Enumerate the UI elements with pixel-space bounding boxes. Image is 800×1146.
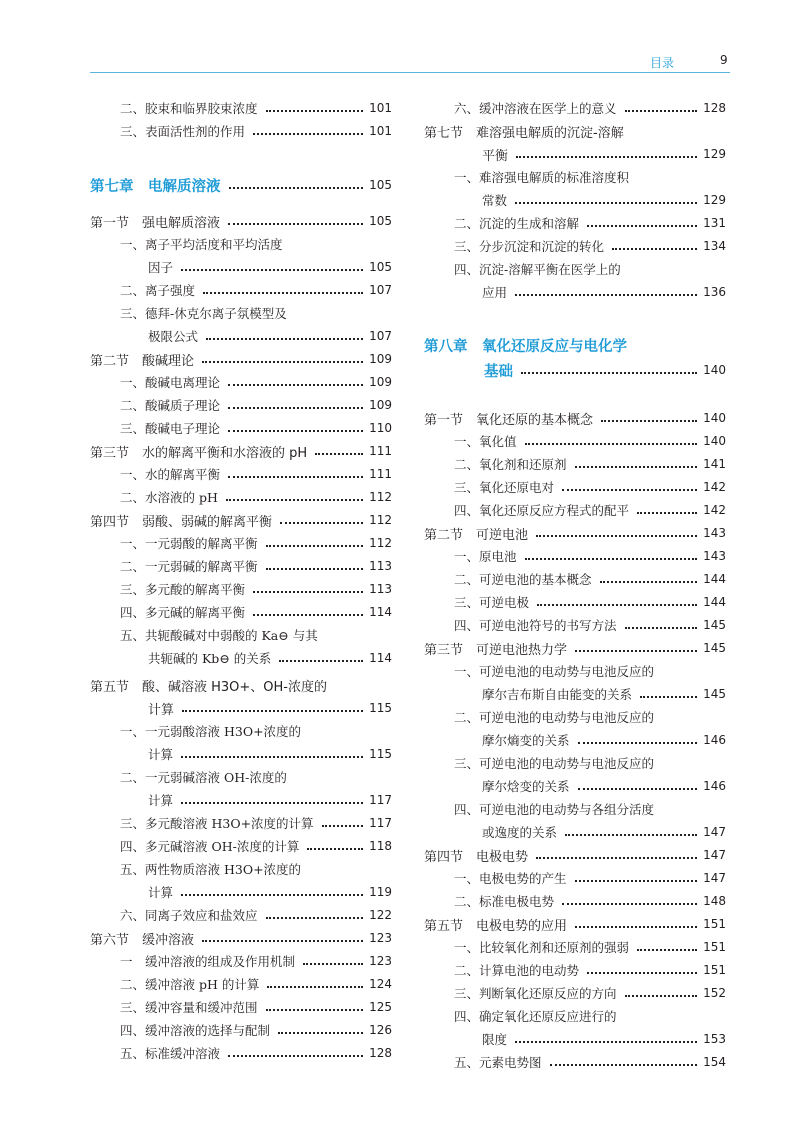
toc-entry-label: 一、电极电势的产生 xyxy=(454,871,567,886)
toc-entry-label: 四、沉淀-溶解平衡在医学上的 xyxy=(454,262,621,277)
toc-section-label: 第二节 可逆电池 xyxy=(424,527,529,543)
toc-entry-page: 122 xyxy=(369,908,392,922)
toc-entry-label: 三、德拜-休克尔离子氛模型及 xyxy=(120,306,287,321)
toc-entry-label: 六、缓冲溶液在医学上的意义 xyxy=(454,101,617,116)
toc-entry-page: 125 xyxy=(369,1000,392,1014)
toc-section-label: 第五节 电极电势的应用 xyxy=(424,918,568,934)
toc-entry[interactable] xyxy=(90,743,392,765)
leader-dots xyxy=(278,1032,363,1034)
leader-dots xyxy=(515,294,697,296)
toc-entry-label: 二、可逆电池的电动势与电池反应的 xyxy=(454,710,655,725)
toc-section-label: 第一节 氧化还原的基本概念 xyxy=(424,412,594,428)
toc-entry-page: 105 xyxy=(369,260,392,274)
toc-entry[interactable] xyxy=(424,867,726,889)
leader-dots xyxy=(562,903,697,905)
leader-dots xyxy=(515,202,697,204)
toc-entry-label: 三、表面活性剂的作用 xyxy=(120,124,246,139)
toc-section-entry[interactable] xyxy=(424,913,726,935)
toc-section-label: 第三节 可逆电池热力学 xyxy=(424,642,568,658)
page-number: 9 xyxy=(720,53,728,67)
toc-chapter-entry[interactable] xyxy=(90,172,392,198)
toc-entry-page: 142 xyxy=(703,480,726,494)
toc-entry-page: 105 xyxy=(369,178,392,192)
toc-entry[interactable] xyxy=(424,189,726,211)
leader-dots xyxy=(228,476,363,478)
leader-dots xyxy=(575,880,698,882)
toc-entry-page: 123 xyxy=(369,954,392,968)
leader-dots xyxy=(280,522,363,524)
toc-entry-label: 二、胶束和临界胶束浓度 xyxy=(120,101,258,116)
leader-dots xyxy=(181,894,363,896)
toc-section-entry[interactable] xyxy=(90,509,392,531)
toc-entry-label-cont: 常数 xyxy=(482,193,508,208)
toc-entry-page: 145 xyxy=(703,641,726,655)
leader-dots xyxy=(525,443,698,445)
leader-dots xyxy=(516,156,697,158)
toc-entry-label: 二、一元弱碱溶液 OH-浓度的 xyxy=(120,770,287,785)
toc-entry-label-cont: 计算 xyxy=(148,793,174,808)
toc-entry-page: 123 xyxy=(369,931,392,945)
toc-entry-label-cont: 计算 xyxy=(148,747,174,762)
toc-entry-label: 四、多元碱的解离平衡 xyxy=(120,605,246,620)
toc-entry-page: 109 xyxy=(369,398,392,412)
toc-entry[interactable] xyxy=(90,789,392,811)
toc-entry-page: 129 xyxy=(703,193,726,207)
toc-entry-page: 136 xyxy=(703,285,726,299)
leader-dots xyxy=(181,756,363,758)
toc-section-entry[interactable] xyxy=(424,844,726,866)
toc-entry-page: 147 xyxy=(703,871,726,885)
leader-dots xyxy=(575,926,697,928)
toc-entry[interactable] xyxy=(424,281,726,303)
toc-entry[interactable] xyxy=(90,835,392,857)
toc-entry-label: 二、一元弱碱的解离平衡 xyxy=(120,559,258,574)
toc-entry-label-cont: 摩尔熵变的关系 xyxy=(482,733,570,748)
toc-entry-label-cont: 共轭碱的 Kb⊖ 的关系 xyxy=(148,651,272,666)
leader-dots xyxy=(253,133,363,135)
toc-entry-label: 五、元素电势图 xyxy=(454,1055,542,1070)
toc-chapter-label-cont: 基础 xyxy=(484,363,513,380)
toc-entry-page: 129 xyxy=(703,147,726,161)
toc-entry-page: 117 xyxy=(369,816,392,830)
toc-entry-first-line[interactable] xyxy=(424,706,726,728)
toc-entry-label: 二、酸碱质子理论 xyxy=(120,398,221,413)
toc-entry[interactable] xyxy=(424,453,726,475)
leader-dots xyxy=(536,535,697,537)
toc-entry-page: 118 xyxy=(369,839,392,853)
leader-dots xyxy=(322,825,364,827)
toc-entry[interactable] xyxy=(424,729,726,751)
toc-entry-label-cont: 摩尔吉布斯自由能变的关系 xyxy=(482,687,633,702)
toc-entry[interactable] xyxy=(90,417,392,439)
toc-entry-label: 三、氧化还原电对 xyxy=(454,480,555,495)
toc-section-label: 第六节 缓冲溶液 xyxy=(90,932,195,948)
leader-dots xyxy=(525,558,698,560)
toc-section-entry[interactable] xyxy=(90,348,392,370)
toc-entry-label: 二、水溶液的 pH xyxy=(120,490,218,505)
toc-section-label: 第五节 酸、碱溶液 H3O+、OH-浓度的 xyxy=(90,679,328,695)
leader-dots xyxy=(267,986,363,988)
toc-entry[interactable] xyxy=(90,881,392,903)
leader-dots xyxy=(266,1009,364,1011)
toc-section-label: 第二节 酸碱理论 xyxy=(90,353,195,369)
toc-chapter-label: 第八章 氧化还原反应与电化学 xyxy=(424,338,627,355)
toc-entry-label: 三、判断氧化还原反应的方向 xyxy=(454,986,617,1001)
toc-entry-label: 三、缓冲容量和缓冲范围 xyxy=(120,1000,258,1015)
toc-entry-label: 三、分步沉淀和沉淀的转化 xyxy=(454,239,605,254)
leader-dots xyxy=(228,1055,363,1057)
toc-entry-first-line[interactable] xyxy=(424,660,726,682)
toc-entry[interactable] xyxy=(90,279,392,301)
toc-entry-first-line[interactable] xyxy=(424,798,726,820)
toc-entry-page: 151 xyxy=(703,940,726,954)
leader-dots xyxy=(536,857,697,859)
leader-dots xyxy=(228,384,363,386)
leader-dots xyxy=(575,650,697,652)
toc-entry-label: 一、一元弱酸的解离平衡 xyxy=(120,536,258,551)
leader-dots xyxy=(315,453,363,455)
toc-entry[interactable] xyxy=(424,821,726,843)
toc-entry-first-line[interactable] xyxy=(90,302,392,324)
toc-entry-page: 151 xyxy=(703,917,726,931)
toc-entry-label-cont: 因子 xyxy=(148,260,174,275)
toc-entry[interactable] xyxy=(90,97,392,119)
leader-dots xyxy=(587,972,697,974)
toc-entry[interactable] xyxy=(90,950,392,972)
toc-entry-page: 145 xyxy=(703,687,726,701)
toc-entry[interactable] xyxy=(424,959,726,981)
leader-dots xyxy=(202,361,363,363)
toc-entry[interactable] xyxy=(90,325,392,347)
toc-chapter-first-line[interactable] xyxy=(424,332,726,358)
toc-entry-page: 101 xyxy=(369,101,392,115)
toc-entry[interactable] xyxy=(424,982,726,1004)
toc-entry-page: 146 xyxy=(703,779,726,793)
toc-section-label: 第一节 强电解质溶液 xyxy=(90,215,221,231)
toc-entry-page: 131 xyxy=(703,216,726,230)
toc-chapter-entry[interactable] xyxy=(424,357,726,383)
toc-entry-label: 一、比较氧化剂和还原剂的强弱 xyxy=(454,940,630,955)
toc-entry-page: 144 xyxy=(703,595,726,609)
toc-entry-page: 112 xyxy=(369,490,392,504)
leader-dots xyxy=(565,834,697,836)
toc-entry-page: 144 xyxy=(703,572,726,586)
toc-entry[interactable] xyxy=(424,775,726,797)
toc-entry[interactable] xyxy=(90,812,392,834)
toc-entry[interactable] xyxy=(90,256,392,278)
leader-dots xyxy=(203,292,363,294)
toc-entry-page: 146 xyxy=(703,733,726,747)
toc-entry[interactable] xyxy=(424,591,726,613)
leader-dots xyxy=(253,591,363,593)
leader-dots xyxy=(228,407,363,409)
toc-entry-label: 四、可逆电池的电动势与各组分活度 xyxy=(454,802,655,817)
toc-entry-page: 112 xyxy=(369,513,392,527)
toc-section-entry[interactable] xyxy=(424,407,726,429)
leader-dots xyxy=(515,1041,697,1043)
toc-entry-page: 151 xyxy=(703,963,726,977)
toc-entry-page: 115 xyxy=(369,747,392,761)
toc-entry-label: 一、可逆电池的电动势与电池反应的 xyxy=(454,664,655,679)
toc-entry-first-line[interactable] xyxy=(90,720,392,742)
leader-dots xyxy=(226,499,363,501)
toc-entry-page: 114 xyxy=(369,605,392,619)
toc-entry-page: 141 xyxy=(703,457,726,471)
toc-entry-first-line[interactable] xyxy=(424,752,726,774)
toc-section-entry[interactable] xyxy=(90,210,392,232)
toc-entry-first-line[interactable] xyxy=(90,233,392,255)
toc-entry[interactable] xyxy=(90,601,392,623)
toc-entry-page: 128 xyxy=(369,1046,392,1060)
toc-entry[interactable] xyxy=(424,1051,726,1073)
toc-entry[interactable] xyxy=(424,235,726,257)
leader-dots xyxy=(253,614,363,616)
toc-entry-page: 115 xyxy=(369,701,392,715)
toc-section-entry[interactable] xyxy=(424,637,726,659)
toc-entry-page: 107 xyxy=(369,283,392,297)
toc-entry[interactable] xyxy=(90,394,392,416)
toc-entry-page: 105 xyxy=(369,214,392,228)
toc-section-entry[interactable] xyxy=(424,522,726,544)
leader-dots xyxy=(637,512,697,514)
toc-entry-label: 二、标准电极电势 xyxy=(454,894,555,909)
toc-entry-page: 114 xyxy=(369,651,392,665)
toc-entry-label: 二、离子强度 xyxy=(120,283,196,298)
toc-entry-page: 143 xyxy=(703,526,726,540)
toc-entry-label: 四、可逆电池符号的书写方法 xyxy=(454,618,617,633)
header-rule xyxy=(90,72,730,73)
toc-section-first-line[interactable] xyxy=(424,120,726,142)
toc-section-label: 第四节 电极电势 xyxy=(424,849,529,865)
toc-entry[interactable] xyxy=(424,476,726,498)
toc-entry-page: 101 xyxy=(369,124,392,138)
toc-entry-label-cont: 或逸度的关系 xyxy=(482,825,558,840)
toc-entry-page: 148 xyxy=(703,894,726,908)
toc-entry-page: 147 xyxy=(703,825,726,839)
toc-section-first-line[interactable] xyxy=(90,674,392,696)
leader-dots xyxy=(307,848,363,850)
toc-entry[interactable] xyxy=(424,97,726,119)
toc-entry-label: 二、沉淀的生成和溶解 xyxy=(454,216,580,231)
toc-entry-label: 一、难溶强电解质的标准溶度积 xyxy=(454,170,630,185)
toc-entry-page: 109 xyxy=(369,352,392,366)
toc-entry-first-line[interactable] xyxy=(424,1005,726,1027)
toc-entry[interactable] xyxy=(90,647,392,669)
leader-dots xyxy=(266,568,364,570)
toc-entry-label: 五、共轭酸碱对中弱酸的 Ka⊖ 与其 xyxy=(120,628,318,643)
toc-entry-label: 二、计算电池的电动势 xyxy=(454,963,580,978)
leader-dots xyxy=(537,604,697,606)
toc-entry[interactable] xyxy=(424,568,726,590)
toc-chapter-label: 第七章 电解质溶液 xyxy=(90,178,221,195)
toc-entry-label: 二、缓冲溶液 pH 的计算 xyxy=(120,977,260,992)
toc-entry-page: 140 xyxy=(703,411,726,425)
toc-entry-page: 128 xyxy=(703,101,726,115)
toc-entry[interactable] xyxy=(90,486,392,508)
leader-dots xyxy=(181,269,363,271)
leader-dots xyxy=(303,963,363,965)
toc-entry-page: 111 xyxy=(369,467,392,481)
leader-dots xyxy=(637,949,697,951)
toc-entry[interactable] xyxy=(90,555,392,577)
leader-dots xyxy=(182,710,363,712)
toc-entry-page: 140 xyxy=(703,434,726,448)
leader-dots xyxy=(229,187,364,189)
toc-entry-page: 124 xyxy=(369,977,392,991)
toc-entry-label-cont: 极限公式 xyxy=(148,329,199,344)
toc-entry-label: 一、氧化值 xyxy=(454,434,517,449)
leader-dots xyxy=(206,338,363,340)
leader-dots xyxy=(562,489,697,491)
leader-dots xyxy=(625,627,698,629)
toc-entry-page: 142 xyxy=(703,503,726,517)
leader-dots xyxy=(181,802,363,804)
toc-entry[interactable] xyxy=(90,578,392,600)
leader-dots xyxy=(575,466,698,468)
toc-entry[interactable] xyxy=(90,120,392,142)
toc-entry-label: 五、标准缓冲溶液 xyxy=(120,1046,221,1061)
toc-entry-page: 126 xyxy=(369,1023,392,1037)
toc-entry-label: 一、原电池 xyxy=(454,549,517,564)
toc-entry-label: 六、同离子效应和盐效应 xyxy=(120,908,258,923)
toc-entry[interactable] xyxy=(424,890,726,912)
toc-entry-label: 三、多元酸溶液 H3O+浓度的计算 xyxy=(120,816,314,831)
toc-entry[interactable] xyxy=(90,996,392,1018)
toc-entry[interactable] xyxy=(90,1019,392,1041)
leader-dots xyxy=(600,581,698,583)
toc-section-label: 第七节 难溶强电解质的沉淀-溶解 xyxy=(424,125,624,141)
leader-dots xyxy=(202,940,363,942)
toc-entry[interactable] xyxy=(424,936,726,958)
toc-entry-page: 140 xyxy=(703,363,726,377)
toc-entry-label: 四、氧化还原反应方程式的配平 xyxy=(454,503,630,518)
toc-entry-label: 二、可逆电池的基本概念 xyxy=(454,572,592,587)
toc-entry-label: 五、两性物质溶液 H3O+浓度的 xyxy=(120,862,302,877)
toc-entry-page: 117 xyxy=(369,793,392,807)
toc-entry-page: 154 xyxy=(703,1055,726,1069)
toc-section-label-cont: 计算 xyxy=(148,702,175,718)
toc-entry-label-cont: 摩尔焓变的关系 xyxy=(482,779,570,794)
toc-entry-page: 113 xyxy=(369,582,392,596)
toc-entry-label: 四、多元碱溶液 OH-浓度的计算 xyxy=(120,839,300,854)
toc-entry[interactable] xyxy=(90,904,392,926)
toc-section-entry[interactable] xyxy=(90,927,392,949)
toc-entry-first-line[interactable] xyxy=(424,258,726,280)
toc-entry-label-cont: 计算 xyxy=(148,885,174,900)
toc-section-entry[interactable] xyxy=(90,440,392,462)
leader-dots xyxy=(578,742,698,744)
toc-entry-first-line[interactable] xyxy=(90,766,392,788)
toc-entry-label-cont: 应用 xyxy=(482,285,508,300)
toc-entry-label: 三、酸碱电子理论 xyxy=(120,421,221,436)
toc-entry-page: 134 xyxy=(703,239,726,253)
leader-dots xyxy=(550,1064,698,1066)
toc-entry-first-line[interactable] xyxy=(90,858,392,880)
leader-dots xyxy=(228,430,363,432)
running-header-title: 目录 xyxy=(650,56,675,70)
toc-entry-label: 一 缓冲溶液的组成及作用机制 xyxy=(120,954,296,969)
leader-dots xyxy=(612,248,697,250)
toc-entry-page: 113 xyxy=(369,559,392,573)
leader-dots xyxy=(625,110,698,112)
leader-dots xyxy=(266,110,364,112)
toc-section-label: 第三节 水的解离平衡和水溶液的 pH xyxy=(90,445,308,461)
toc-entry-page: 119 xyxy=(369,885,392,899)
toc-entry-page: 143 xyxy=(703,549,726,563)
leader-dots xyxy=(640,696,697,698)
toc-entry-label: 一、离子平均活度和平均活度 xyxy=(120,237,283,252)
toc-entry-page: 107 xyxy=(369,329,392,343)
toc-entry[interactable] xyxy=(424,545,726,567)
leader-dots xyxy=(601,420,697,422)
toc-section-label: 第四节 弱酸、弱碱的解离平衡 xyxy=(90,514,273,530)
toc-section-label-cont: 平衡 xyxy=(482,148,509,164)
toc-entry-label: 三、可逆电池的电动势与电池反应的 xyxy=(454,756,655,771)
toc-entry[interactable] xyxy=(424,212,726,234)
leader-dots xyxy=(266,545,364,547)
toc-entry-first-line[interactable] xyxy=(424,166,726,188)
leader-dots xyxy=(625,995,698,997)
leader-dots xyxy=(279,660,363,662)
toc-section-entry[interactable] xyxy=(90,697,392,719)
toc-entry[interactable] xyxy=(90,532,392,554)
toc-entry-label: 二、氧化剂和还原剂 xyxy=(454,457,567,472)
toc-entry-label: 四、确定氧化还原反应进行的 xyxy=(454,1009,617,1024)
toc-entry-label-cont: 限度 xyxy=(482,1032,508,1047)
toc-entry[interactable] xyxy=(90,1042,392,1064)
toc-entry-page: 110 xyxy=(369,421,392,435)
leader-dots xyxy=(228,223,363,225)
toc-entry[interactable] xyxy=(90,973,392,995)
toc-entry-page: 112 xyxy=(369,536,392,550)
leader-dots xyxy=(521,372,697,374)
toc-entry-label: 三、可逆电极 xyxy=(454,595,530,610)
toc-section-entry[interactable] xyxy=(424,143,726,165)
toc-entry-label: 一、一元弱酸溶液 H3O+浓度的 xyxy=(120,724,302,739)
toc-entry-page: 145 xyxy=(703,618,726,632)
toc-entry-page: 152 xyxy=(703,986,726,1000)
toc-entry[interactable] xyxy=(424,499,726,521)
toc-entry[interactable] xyxy=(424,614,726,636)
leader-dots xyxy=(266,917,364,919)
toc-entry[interactable] xyxy=(424,1028,726,1050)
toc-entry-page: 147 xyxy=(703,848,726,862)
toc-entry-label: 三、多元酸的解离平衡 xyxy=(120,582,246,597)
leader-dots xyxy=(587,225,697,227)
toc-entry-page: 109 xyxy=(369,375,392,389)
toc-entry[interactable] xyxy=(424,683,726,705)
toc-entry[interactable] xyxy=(90,371,392,393)
toc-entry[interactable] xyxy=(424,430,726,452)
toc-entry-page: 111 xyxy=(369,444,392,458)
toc-entry-label: 一、水的解离平衡 xyxy=(120,467,221,482)
toc-entry-label: 一、酸碱电离理论 xyxy=(120,375,221,390)
toc-entry-first-line[interactable] xyxy=(90,624,392,646)
toc-entry[interactable] xyxy=(90,463,392,485)
leader-dots xyxy=(578,788,698,790)
toc-entry-label: 四、缓冲溶液的选择与配制 xyxy=(120,1023,271,1038)
toc-entry-page: 153 xyxy=(703,1032,726,1046)
